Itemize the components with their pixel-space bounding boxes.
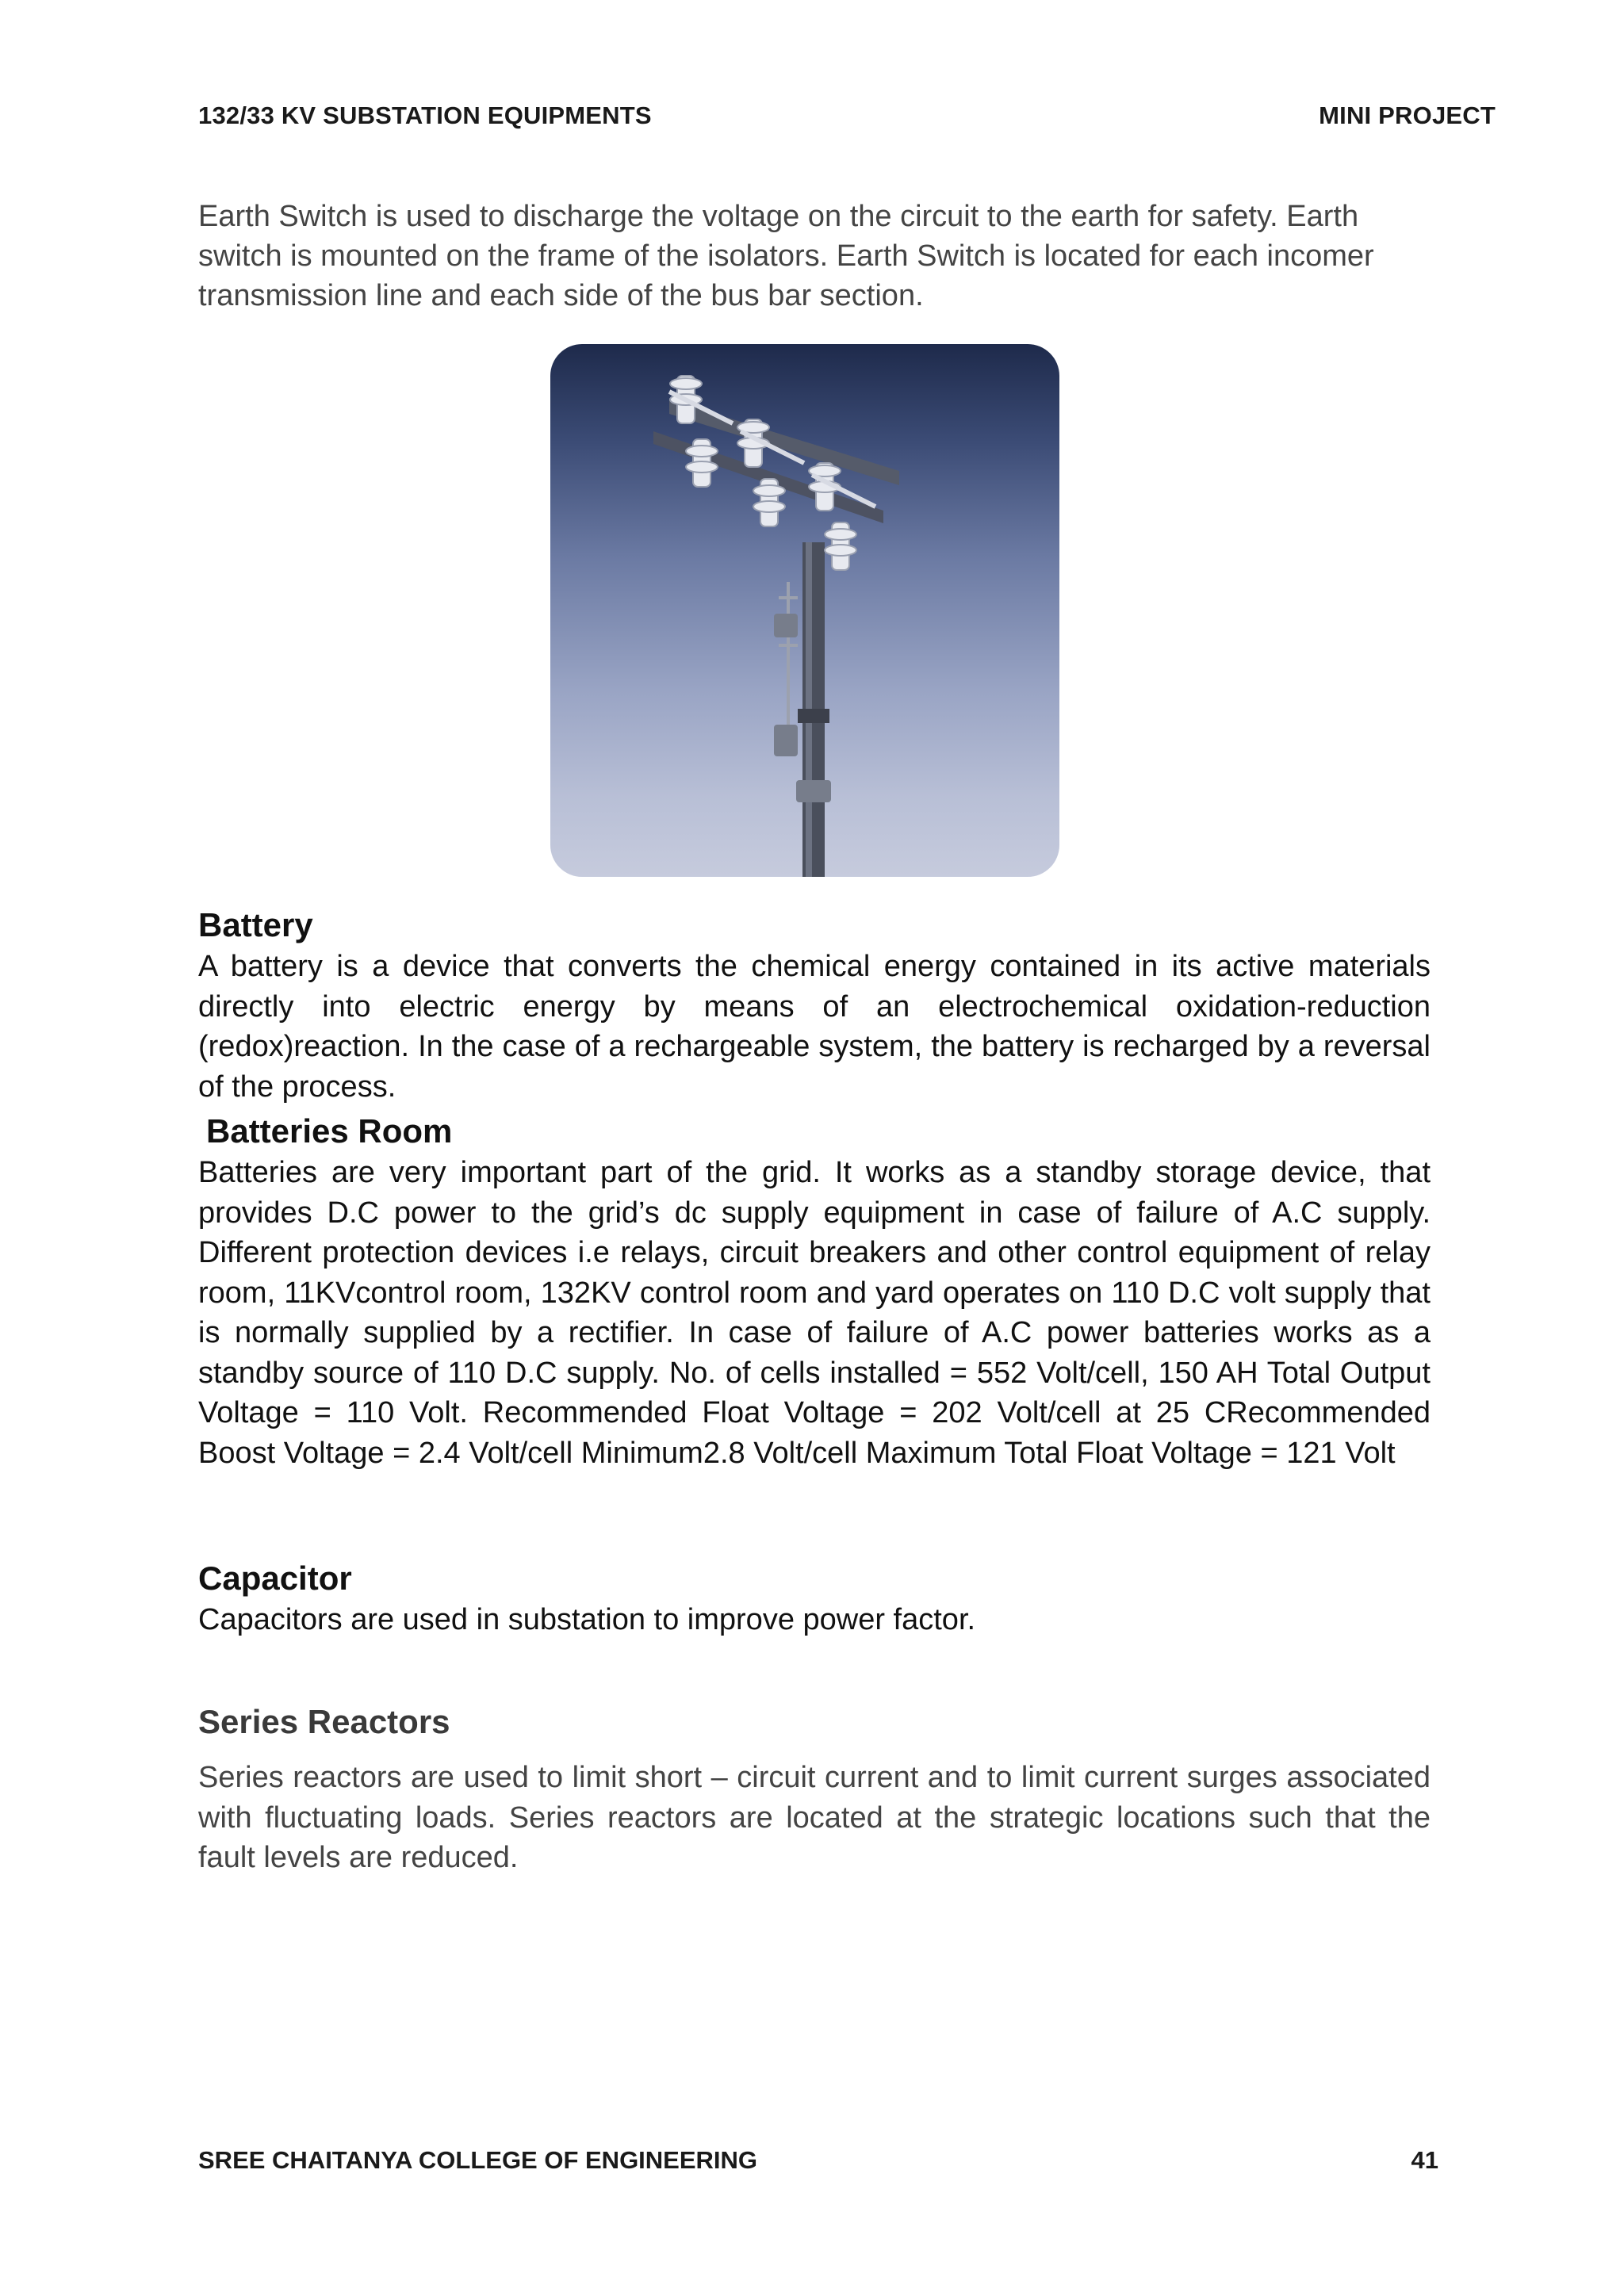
battery-heading: Battery (198, 906, 313, 943)
earth-switch-photo (550, 344, 1059, 877)
footer-institution: SREE CHAITANYA COLLEGE OF ENGINEERING (198, 2146, 758, 2174)
page-number: 41 (1411, 2146, 1438, 2174)
series-reactors-paragraph: Series reactors are used to limit short – circuit current and to limit current surges associated with fluctuating loads. Series reactors are located at the strategic locations such that the fault levels are reduced. (198, 1761, 1431, 1874)
capacitor-section (198, 1557, 1431, 1640)
capacitor-heading: Capacitor (198, 1559, 352, 1597)
battery-section (198, 904, 1431, 1107)
batteries-room-heading: Batteries Room (206, 1112, 453, 1150)
earth-switch-paragraph: Earth Switch is used to discharge the voltage on the circuit to the earth for safety. Earth switch is mounted on the frame of the isolators. Earth Switch is located for each incomer transmission line and each side of the bus bar section. (198, 200, 1374, 312)
capacitor-paragraph: Capacitors are used in substation to improve power factor. (198, 1603, 976, 1636)
series-reactors-heading: Series Reactors (198, 1703, 450, 1740)
batteries-room-paragraph: Batteries are very important part of the grid. It works as a standby storage device, that provides D.C power to the grid’s dc supply equipment in case of failure of A.C supply. Different protection devices i.e relays, circuit breakers and other control equipment of relay room, 11KVcontrol room, 132KV control room and yard operates on 110 D.C volt supply that is normally supplied by a rectifier. In case of failure of A.C power batteries works as a standby source of 110 D.C supply. No. of cells installed = 552 Volt/cell, 150 AH Total Output Voltage = 110 Volt. Recommended Float Voltage = 202 Volt/cell at 25 CRecommended Boost Voltage = 2.4 Volt/cell Minimum2.8 Volt/cell Maximum Total Float Voltage = 121 Volt (198, 1156, 1431, 1470)
series-reactors-section (198, 1701, 1431, 1878)
battery-paragraph: A battery is a device that converts the chemical energy contained in its active materials directly into electric energy by means of an electrochemical oxidation-reduction (redox)reaction. In the case of a rechargeable system, the battery is recharged by a reversal of the process. (198, 950, 1431, 1104)
batteries-room-section (198, 1110, 1431, 1473)
running-header-label: MINI PROJECT (1319, 101, 1496, 129)
running-header-title: 132/33 KV SUBSTATION EQUIPMENTS (198, 101, 652, 129)
